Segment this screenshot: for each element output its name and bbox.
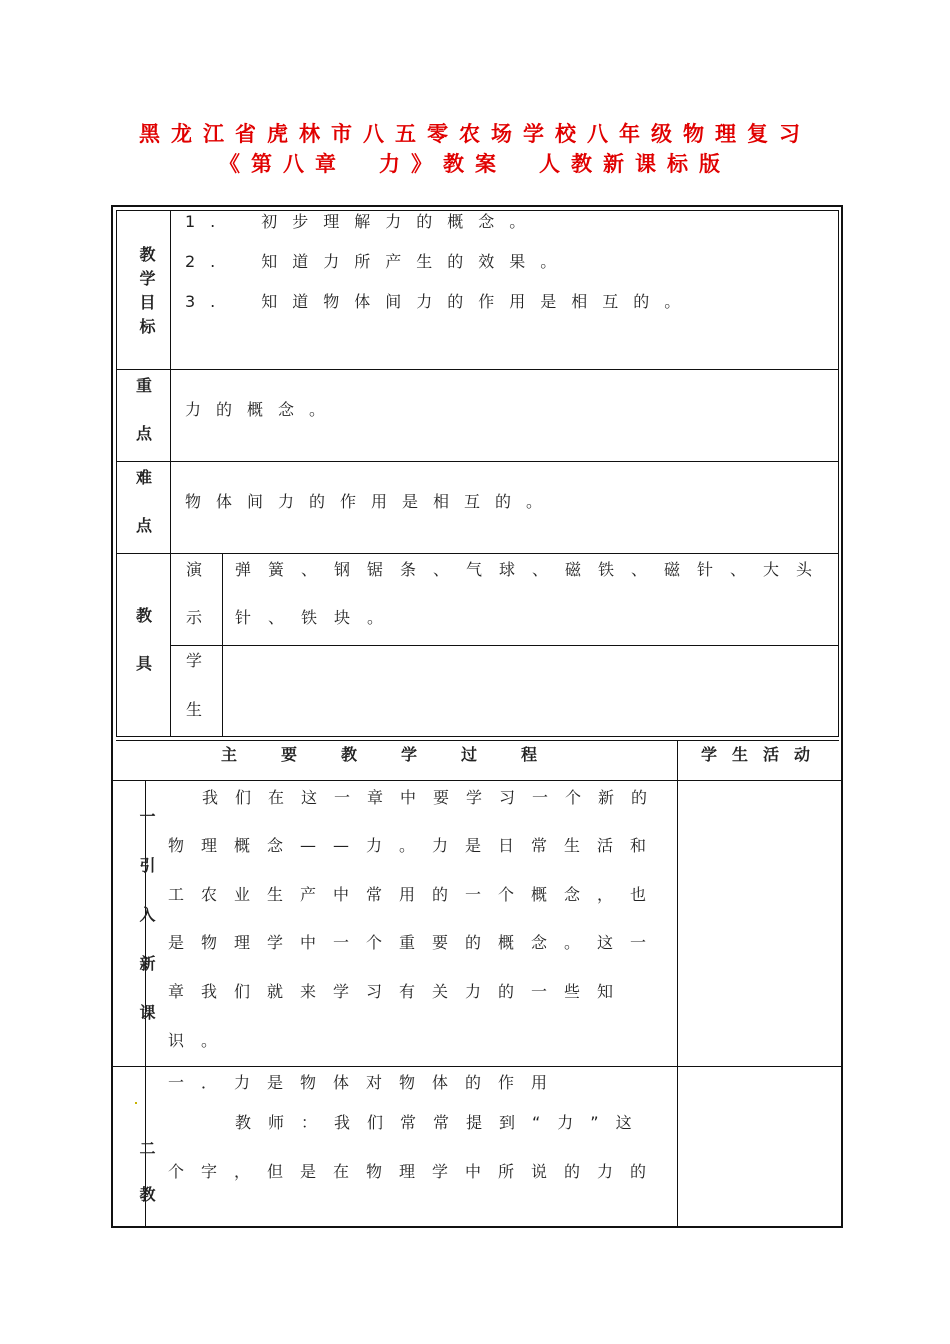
key-point-label-top: 重 — [135, 376, 152, 395]
document-title-line1: 黑龙江省虎林市八五零农场学校八年级物理复习 — [139, 122, 811, 146]
section1-line-2: 物理概念——力。力是日常生活和 — [168, 836, 664, 855]
section2-line-2: 教师：我们常常提到“力”这 — [235, 1113, 649, 1132]
key-point-label-bottom: 点 — [135, 424, 152, 443]
marker-dot — [135, 1102, 137, 1104]
difficulty-label-top: 难 — [135, 468, 152, 487]
section1-line-3: 工农业生产中常用的一个概念，也 — [168, 885, 664, 904]
student-label-2: 生 — [186, 700, 203, 719]
process-header-activity: 学生活动 — [701, 745, 826, 764]
demo-label-1: 演 — [186, 560, 203, 579]
document-title-line2: 《第八章 力》教案 人教新课标版 — [219, 152, 731, 176]
student-label-1: 学 — [186, 651, 203, 670]
objective-item-2: 2. 知道力所产生的效果。 — [185, 252, 572, 271]
section2-line-1: 一．力是物体对物体的作用 — [168, 1073, 565, 1092]
equipment-label-top: 教 — [135, 606, 152, 625]
section1-line-4: 是物理学中一个重要的概念。这一 — [168, 933, 664, 952]
equipment-label-bottom: 具 — [135, 654, 152, 673]
section1-line-6: 识。 — [168, 1031, 235, 1050]
difficulty-label-bottom: 点 — [135, 516, 152, 535]
demo-text-line1: 弹簧、钢锯条、气球、磁铁、磁针、大头 — [235, 560, 830, 579]
objectives-label: 教学目标 — [137, 246, 156, 342]
demo-text-line2: 针、铁块。 — [235, 608, 401, 627]
process-header-main: 主要教学过程 — [221, 745, 582, 764]
demo-label-2: 示 — [186, 608, 203, 627]
section1-line-5: 章我们就来学习有关力的一些知 — [168, 982, 631, 1001]
section1-line-1: 我们在这一章中要学习一个新的 — [202, 788, 665, 807]
key-point-text: 力的概念。 — [185, 400, 341, 419]
section2-label: 二教 — [137, 1140, 156, 1232]
objective-item-3: 3. 知道物体间力的作用是相互的。 — [185, 292, 696, 311]
section2-line-3: 个字，但是在物理学中所说的力的 — [168, 1162, 664, 1181]
objective-item-1: 1. 初步理解力的概念。 — [185, 212, 541, 231]
difficulty-text: 物体间力的作用是相互的。 — [185, 492, 558, 511]
section1-label: 一引入新课 — [137, 808, 156, 1053]
